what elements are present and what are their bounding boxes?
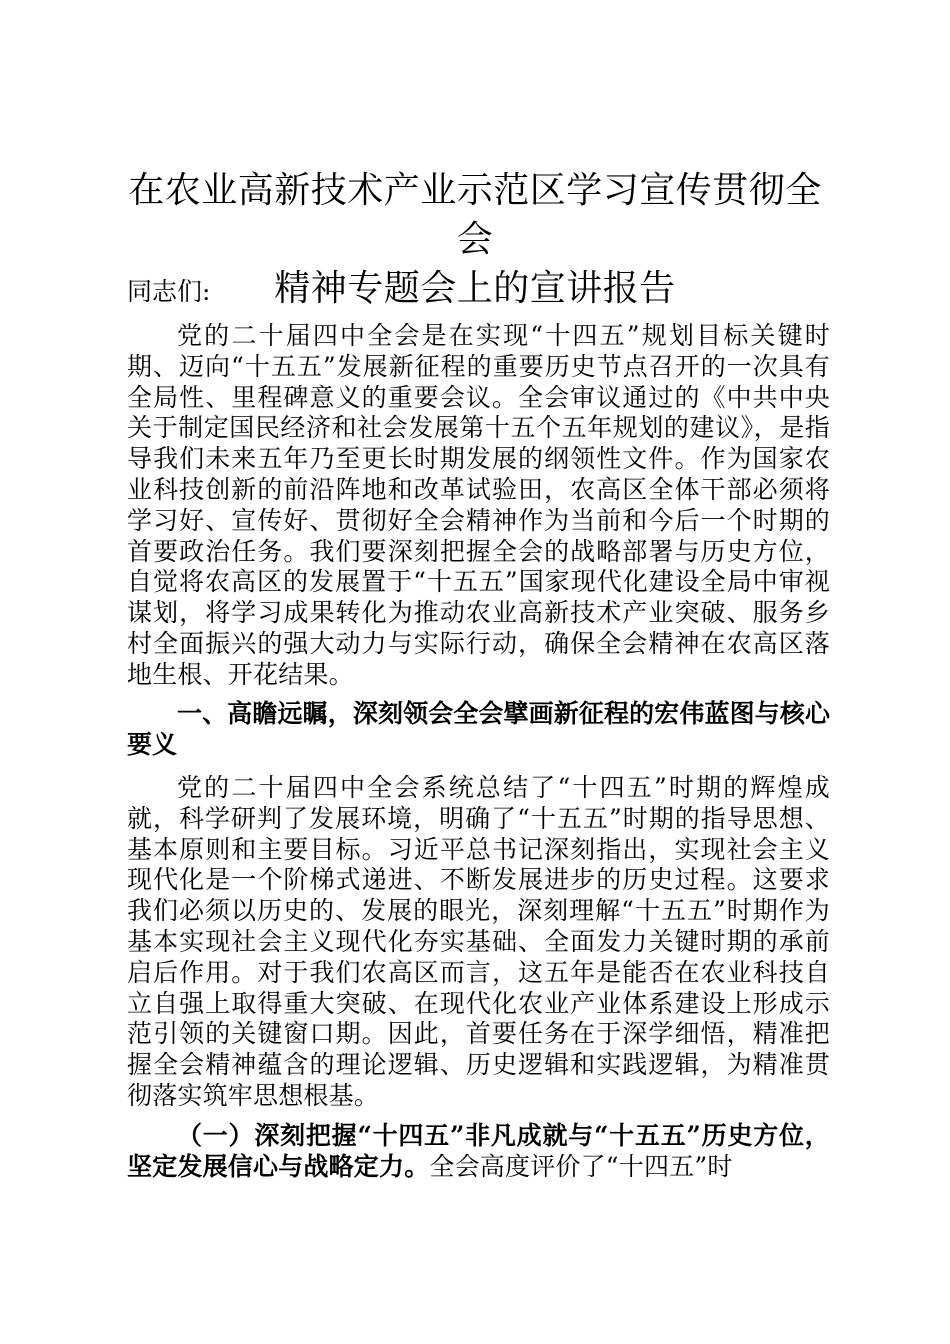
paragraph-subsection-1 — [127, 1121, 830, 1183]
title-line-1: 在农业高新技术产业示范区学习宣传贯彻全会 — [128, 170, 822, 260]
paragraph-section-1: 党的二十届四中全会系统总结了“十四五”时期的辉煌成就，科学研判了发展环境，明确了“十五五”时期的指导思想、基本原则和主要目标。习近平总书记深刻指出，实现社会主义现代化是一个阶梯式递进、不断发展进步的历史过程。这要求我们必须以历史的、发展的眼光，深刻理解“十五五”时期作为基本实现社会主义现代化夯实基础、全面发力关键时期的承前启后作用。对于我们农高区而言，这五年是能否在农业科技自立自强上取得重大突破、在现代化农业产业体系建设上形成示范引领的关键窗口期。因此，首要任务在于深学细悟，精准把握全会精神蕴含的理论逻辑、历史逻辑和实践逻辑，为精准贯彻落实筑牢思想根基。 — [127, 773, 830, 1110]
document-title — [112, 166, 838, 313]
subsection-text: 全会高度评价了“十四五”时 — [429, 1151, 733, 1181]
title-line-2: 精神专题会上的宣讲报告 — [274, 268, 676, 309]
subsection-lead: （一）深刻把握“十四五”非凡成就与“十五五”历史方位，坚定发展信心与战略定力。 — [127, 1121, 830, 1181]
section-heading-1: 一、高瞻远瞩，深刻领会全会擘画新征程的宏伟蓝图与核心要义 — [127, 699, 830, 759]
paragraph-intro: 党的二十届四中全会是在实现“十四五”规划目标关键时期、迈向“十五五”发展新征程的重要历史节点召开的一次具有全局性、里程碑意义的重要会议。全会审议通过的《中共中央关于制定国民经济和社会发展第十五个五年规划的建议》，是指导我们未来五年乃至更长时期发展的纲领性文件。作为国家农业科技创新的前沿阵地和改革试验田，农高区全体干部必须将学习好、宣传好、贯彻好全会精神作为当前和今后一个时期的首要政治任务。我们要深刻把握全会的战略部署与历史方位，自觉将农高区的发展置于“十五五”国家现代化建设全局中审视谋划，将学习成果转化为推动农业高新技术产业突破、服务乡村全面振兴的强大动力与实际行动，确保全会精神在农高区落地生根、开花结果。 — [127, 321, 830, 689]
salutation: 同志们: — [127, 277, 211, 306]
